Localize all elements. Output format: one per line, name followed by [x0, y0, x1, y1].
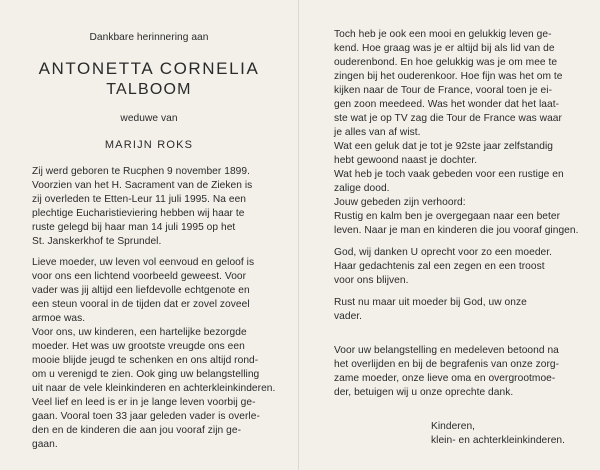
memories-line: Wat heb je toch vaak gebeden voor een rustige en — [334, 169, 564, 180]
widow-of-text: weduwe van — [120, 113, 178, 124]
rest-line: Rust nu maar uit moeder bij God, uw onze — [334, 297, 527, 308]
memories-line: ouderenbond. En hoe gelukkig was je om mee te — [334, 57, 558, 68]
signature-line2: klein- en achterkleinkinderen. — [431, 435, 566, 446]
tribute-line: Lieve moeder, uw leven vol eenvoud en geloof is — [32, 257, 255, 268]
tribute-line: moeder. Het was uw grootste vreugde ons een — [32, 341, 245, 352]
tribute-line: voor ons een lichtend voorbeeld geweest. Voor — [32, 271, 247, 282]
memories-line: kend. Hoe graag was je er altijd bij als lid van de — [334, 43, 555, 54]
tribute-line: uit naar de vele kleinkinderen en achterkleinkinderen. — [32, 383, 276, 394]
memories-line: kijken naar de Tour de France, vooral toen je ei- — [334, 85, 553, 96]
memories-line: leven. Naar je man en kinderen die jou vooraf gingen. — [334, 225, 579, 236]
memories-line: Toch heb je ook een mooi en gelukkig leven ge- — [334, 29, 552, 40]
thanks-line: Voor uw belangstelling en medeleven betoond na — [334, 345, 559, 356]
memories-line: je alles van af wist. — [334, 127, 421, 138]
memories-line: Rustig en kalm ben je overgegaan naar een beter — [334, 211, 561, 222]
tribute-line: mooie blijde jeugd te schenken en ons altijd rond- — [32, 355, 259, 366]
husband-name: MARIJN ROKS — [104, 139, 194, 151]
bio-line: ruste gelegd bij haar man 14 juli 1995 op het — [32, 222, 236, 233]
thanks-line: der, betuigen wij u onze oprechte dank. — [334, 387, 514, 398]
tribute-line: Voor ons, uw kinderen, een hartelijke bezorgde — [32, 327, 247, 338]
memories-line: zingen bij het ouderenkoor. Hoe fijn was het om te — [334, 71, 563, 82]
prayer-line: God, wij danken U oprecht voor zo een moeder. — [334, 247, 553, 258]
tribute-line: gaan. — [32, 439, 58, 450]
deceased-name-line1: ANTONETTA CORNELIA — [38, 59, 260, 78]
header-text: Dankbare herinnering aan — [89, 32, 209, 43]
thanks-line: het overlijden en bij de begrafenis van onze zorg- — [334, 359, 560, 370]
signature-line1: Kinderen, — [431, 421, 476, 432]
bio-line: plechtige Eucharistieviering hebben wij haar te — [32, 208, 245, 219]
memories-line: Wat een geluk dat je tot je 92ste jaar zelfstandig — [334, 141, 554, 152]
deceased-name-line2: TALBOOM — [106, 81, 192, 98]
bio-line: St. Janskerkhof te Sprundel. — [32, 236, 162, 247]
tribute-line: om u verenigd te zien. Ook ging uw belangstelling — [32, 369, 260, 380]
tribute-line: Veel lief en leed is er in je lange leven voorbij ge- — [32, 397, 256, 408]
bio-line: Voorzien van het H. Sacrament van de Zieken is — [32, 180, 253, 191]
fold-line — [298, 0, 299, 470]
tribute-line: gaan. Vooral toen 33 jaar geleden vader is overle- — [32, 411, 260, 422]
memories-line: ste wat je op TV zag die Tour de France was waar — [334, 113, 562, 124]
tribute-line: armoe was. — [32, 313, 86, 324]
memories-line: Jouw gebeden zijn verhoord: — [334, 197, 466, 208]
prayer-line: voor ons blijven. — [334, 275, 409, 286]
memories-line: zalige dood. — [334, 183, 390, 194]
memories-line: hebt gewoond naast je dochter. — [334, 155, 478, 166]
tribute-line: vader was jij altijd een liefdevolle echtgenote en — [32, 285, 250, 296]
prayer-line: Haar gedachtenis zal een zegen en een troost — [334, 261, 545, 272]
tribute-line: een steun vooral in de tijden dat er zovel zoveel — [32, 299, 250, 310]
tribute-line: den en de kinderen die aan jou vooraf zijn ge- — [32, 425, 242, 436]
bio-line: Zij werd geboren te Rucphen 9 november 1899. — [32, 166, 250, 177]
memories-line: gen zoon meedeed. Was het wonder dat het laat- — [334, 99, 560, 110]
thanks-line: zame moeder, onze lieve oma en overgrootmoe- — [334, 373, 556, 384]
rest-line: vader. — [334, 311, 363, 322]
bio-line: zij overleden te Etten-Leur 11 juli 1995. Na een — [32, 194, 247, 205]
